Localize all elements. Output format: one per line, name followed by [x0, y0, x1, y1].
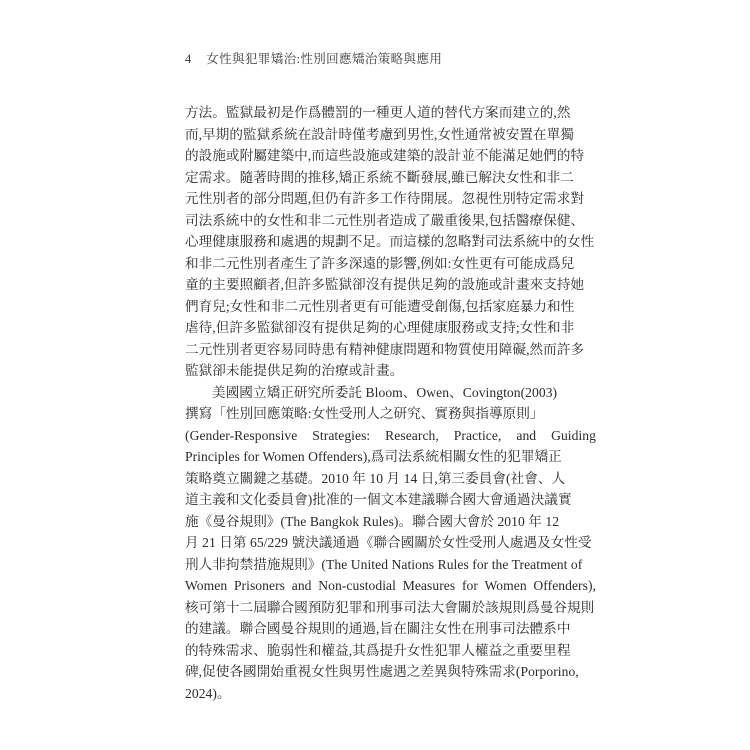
text-line: 道主義和文化委員會)批准的一個文本建議聯合國大會通過決議實 [185, 492, 572, 507]
text-line: 童的主要照顧者,但許多監獄卻沒有提供足夠的設施或計畫來支持她 [185, 277, 585, 292]
text-line: 核可第十二屆聯合國預防犯罪和刑事司法大會關於該規則爲曼谷規則 [185, 599, 595, 615]
text-line: 的建議。聯合國曼谷規則的通過,旨在關注女性在刑事司法體系中 [185, 621, 571, 636]
text-line: 定需求。隨著時間的推移,矯正系統不斷發展,雖已解決女性和非二 [185, 169, 574, 185]
text-line: 元性別者的部分問題,但仍有許多工作待開展。忽視性別特定需求對 [185, 191, 585, 206]
text-line: 的設施或附屬建築中,而這些設施或建築的設計並不能滿足她們的特 [185, 148, 585, 163]
text-line: 美國國立矯正研究所委託 Bloom、Owen、Covington(2003) [212, 384, 558, 400]
text-line: 撰寫「性別回應策略:女性受刑人之研究、實務與指導原則」 [185, 406, 544, 421]
text-line: 2024)。 [185, 685, 231, 701]
page-header [185, 52, 442, 66]
text-line: 碑,促使各國開始重視女性與男性處遇之差異與特殊需求(Porporino, [185, 664, 579, 679]
text-line: 二元性別者更容易同時患有精神健康問題和物質使用障礙,然而許多 [185, 341, 585, 357]
text-line: 方法。監獄最初是作爲體罰的一種更人道的替代方案而建立的,然 [185, 105, 571, 120]
text-line: 的特殊需求、脆弱性和權益,其爲提升女性犯罪人權益之重要里程 [185, 642, 571, 658]
text-line: (Gender-Responsive Strategies: Research, Practice, and Guiding [185, 427, 596, 443]
page-number: 4 [185, 52, 192, 66]
text-line: 們育兒;女性和非二元性別者更有可能遭受創傷,包括家庭暴力和性 [185, 298, 575, 314]
text-line: 刑人非拘禁措施規則》(The United Nations Rules for the Treatment of [185, 556, 583, 572]
body-text [185, 102, 596, 704]
text-line: 司法系統中的女性和非二元性別者造成了嚴重後果,包括醫療保健、 [185, 212, 585, 228]
running-title: 女性與犯罪矯治:性別回應矯治策略與應用 [206, 52, 443, 66]
text-line: 心理健康服務和處遇的規劃不足。而這樣的忽略對司法系統中的女性 [185, 234, 595, 249]
text-line: 施《曼谷規則》(The Bangkok Rules)。聯合國大會於 2010 年 12 [185, 513, 560, 529]
text-line: 策略奠立關鍵之基礎。2010 年 10 月 14 日,第三委員會(社會、人 [185, 470, 566, 486]
text-line: Women Prisoners and Non-custodial Measures for Women Offenders), [185, 578, 596, 593]
text-line: 和非二元性別者產生了許多深遠的影響,例如:女性更有可能成爲兒 [185, 255, 575, 271]
text-line: 監獄卻未能提供足夠的治療或計畫。 [185, 363, 404, 378]
text-line: 虐待,但許多監獄卻沒有提供足夠的心理健康服務或支持;女性和非 [185, 320, 575, 335]
text-line: 而,早期的監獄系統在設計時僅考慮到男性,女性通常被安置在單獨 [185, 126, 574, 142]
text-line: Principles for Women Offenders),爲司法系統相關女性的犯罪矯正 [185, 449, 562, 464]
text-line: 月 21 日第 65/229 號決議通過《聯合國關於女性受刑人處遇及女性受 [185, 535, 592, 550]
